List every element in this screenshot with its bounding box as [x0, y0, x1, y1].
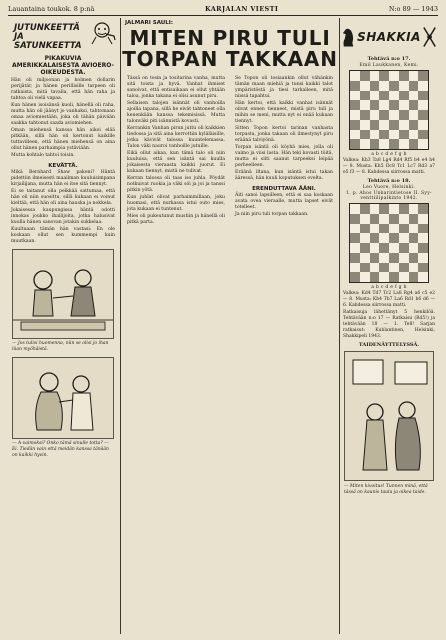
board-square — [379, 224, 389, 234]
board-square — [418, 100, 428, 110]
left-paragraph: Kun hänen isoisänsä kuoli, hänellä oli raha, mutta hän oli jäänyt jo vanhaksi, tahtomaan omaa aviomiestään, joka oli tähän päivään saakka tahtonut saada aviomiehen. — [11, 103, 115, 126]
board-square — [418, 233, 428, 243]
board-square — [360, 204, 370, 214]
board-square — [379, 120, 389, 130]
board-square — [389, 243, 399, 253]
article-paragraph: Ja niin piru tuli torpan takkaan. — [235, 212, 309, 217]
board-square — [350, 204, 360, 214]
right-column — [340, 18, 438, 634]
board-square — [418, 110, 428, 120]
board-square — [389, 214, 399, 224]
board-square — [418, 91, 428, 101]
board-square — [418, 71, 428, 81]
article-paragraph: Eikä ollut aikaa, kun tämä talo oli niin kuuluisa, että sen isäntä sai kuulla jokaisesta vieraasta kaikki juorut. Ei kukaan tiennyt, mistä ne tulivat. — [127, 151, 225, 174]
board-square — [409, 120, 419, 130]
board-square — [360, 263, 370, 273]
pipe-figure-icon — [88, 20, 118, 46]
board-square — [389, 110, 399, 120]
board-square — [418, 253, 428, 263]
board-square — [389, 100, 399, 110]
left-paragraph: Jokaisessa kaupungissa häntä odotti innokas joukko ihailijoita, jotka halusivat kuulla hänen sanovan jotakin sukkelaa. — [11, 208, 115, 225]
board-square — [389, 130, 399, 140]
board-square — [389, 272, 399, 282]
board-square — [370, 233, 380, 243]
left-article-title: PIKAKUVIA AMERIKKALAISESTA AVIOERO-OIKEUDESTA. — [12, 55, 114, 76]
board-square — [409, 81, 419, 91]
board-square — [360, 110, 370, 120]
board-1-files: a b c d e f g h — [371, 152, 407, 157]
board-square — [399, 130, 409, 140]
board-square — [418, 81, 428, 91]
board-square — [370, 204, 380, 214]
board-square — [409, 272, 419, 282]
board-square — [370, 120, 380, 130]
article-paragraph: Äiti sanoi lapsilleen, että ei saa koskaan avata ovea vieraalle, mutta lapset eivät totelleet. — [235, 193, 333, 210]
knight-icon — [340, 25, 357, 49]
board-square — [409, 263, 419, 273]
board-square — [379, 91, 389, 101]
board-2-files: a b c d e f g h — [371, 285, 407, 290]
board-square — [360, 139, 370, 149]
board-square — [399, 139, 409, 149]
cartoon-drawing-1 — [12, 249, 114, 339]
left-paragraph: Kuultuaan tämän hän vastasi: En ole koskaan ollut sen kummempi kuin muutkaan. — [11, 227, 115, 244]
board-square — [350, 110, 360, 120]
article-column-b — [232, 75, 336, 227]
board-square — [399, 272, 409, 282]
article-paragraph: Tässä on tosin ja tositarina vanha, mutta sitä toista ja hyvä. Vanhat ihmiset sanoivat, että entisaikaan ei ollut yhtään taloa, jonka takana ei olisi asunut piru. — [127, 76, 225, 99]
masthead-issue: N:o 89 — 1943 — [388, 4, 438, 13]
board-square — [360, 233, 370, 243]
board-square — [409, 243, 419, 253]
board-square — [350, 243, 360, 253]
board-square — [379, 110, 389, 120]
board-square — [370, 100, 380, 110]
board-square — [370, 139, 380, 149]
board-square — [360, 224, 370, 234]
article-paragraph: Sitten Topon kertoi tarinan vanhasta torpasta, jonka takaan oli ilmestynyt piru eräänä talviyönä. — [235, 126, 333, 143]
board-square — [418, 224, 428, 234]
board-square — [399, 263, 409, 273]
board-square — [360, 81, 370, 91]
right-cartoon-caption: — Miten kivoitus! Tunnen minä, että tässä on kaunis taulu ja oikea taide. — [344, 484, 428, 495]
board-square — [350, 120, 360, 130]
board-square — [350, 91, 360, 101]
masthead — [8, 3, 438, 16]
board-square — [360, 120, 370, 130]
article-body — [121, 75, 339, 227]
left-paragraph: Mutta kohtalo tahtoi toisin. — [11, 153, 75, 158]
board-square — [360, 214, 370, 224]
board-square — [409, 110, 419, 120]
problem-1-text: Valkea: Kh3 Ta8 Lg4 Rd4 Rf5 b4 e4 h4 — 8. Musta: Kh5 Dc8 Tc1 Lc7 Rd3 a7 e5 f3 — 8. Kahdessa siirrossa matti. — [343, 158, 435, 175]
board-square — [350, 224, 360, 234]
board-square — [350, 272, 360, 282]
board-square — [399, 204, 409, 214]
board-square — [389, 81, 399, 91]
board-square — [360, 130, 370, 140]
middle-column — [120, 18, 340, 634]
board-square — [370, 130, 380, 140]
board-square — [418, 214, 428, 224]
solutions-paragraph: Ratkaisuja lähettänyt 5 henkilöä. Tehtävään n:o 17 — Ratkaisu (Rd5!) ja tehtävään 18 — 1. Te8! Sarjan ratkaisut: Kuhlantinen, Helsinki, Shakkipeli 1943. — [343, 310, 435, 339]
board-square — [370, 110, 380, 120]
article-sub-head: ERENDUTTAVA ÄÄNI. — [252, 186, 316, 192]
board-square — [379, 100, 389, 110]
cartoon-1-caption: — Jos tulisi huomenna, niin se olisi jo ihan liian myöhäistä. — [12, 341, 109, 352]
board-square — [350, 130, 360, 140]
board-square — [379, 139, 389, 149]
board-square — [409, 224, 419, 234]
board-square — [389, 253, 399, 263]
board-square — [389, 91, 399, 101]
board-square — [399, 214, 409, 224]
cartoon-2-caption: — A-vaimoksi? Onko tämä sinulle totta? — Ei. Tiedän vain että meidän kanssa tänään on kaikki hyvin. — [12, 441, 109, 458]
board-square — [360, 243, 370, 253]
board-square — [350, 263, 360, 273]
board-square — [379, 71, 389, 81]
masthead-date: Lauantaina toukok. 8 p:nä — [8, 4, 95, 13]
board-square — [418, 130, 428, 140]
board-square — [370, 253, 380, 263]
board-square — [409, 204, 419, 214]
board-square — [399, 100, 409, 110]
board-square — [379, 81, 389, 91]
article-paragraph: Eräänä iltana, kun isäntä istui takan ääressä, hän kuuli koputuksen ovelta. — [235, 170, 333, 181]
board-square — [409, 71, 419, 81]
board-square — [360, 71, 370, 81]
board-square — [379, 130, 389, 140]
problem-2-title: Tehtävä n:o 18. — [367, 178, 411, 184]
board-square — [389, 120, 399, 130]
chess-logo-word: SHAKKIA — [357, 30, 421, 44]
board-square — [350, 81, 360, 91]
chessboard-2 — [349, 203, 429, 283]
left-paragraph: Mikä Bernhard Shaw pakeni? Häntä pidettiin ilmeisesti maailman kuuluisimpana kirjailijana, mutta hän ei itse sitä tiennyt. — [11, 170, 115, 187]
problem-1-author: Emil Laukkanen, Kemi. — [359, 63, 419, 68]
board-square — [418, 139, 428, 149]
board-square — [350, 214, 360, 224]
problem-2-author: Leo Vuore, Helsinki. — [362, 185, 416, 190]
board-square — [389, 204, 399, 214]
board-square — [379, 214, 389, 224]
board-square — [379, 233, 389, 243]
board-square — [350, 233, 360, 243]
board-square — [389, 263, 399, 273]
board-square — [370, 272, 380, 282]
board-square — [418, 120, 428, 130]
board-square — [360, 91, 370, 101]
article-byline: JALMARI SAULI: — [125, 20, 173, 26]
article-headline — [121, 28, 339, 70]
problem-1-title: Tehtävä n:o 17. — [367, 56, 411, 62]
board-square — [350, 71, 360, 81]
board-square — [370, 263, 380, 273]
board-square — [379, 253, 389, 263]
board-square — [370, 81, 380, 91]
article-paragraph: Sellaisen talojen isännät oli vanhoilla ajoilla tapana, sillä he eivät tahtoneet olla kenenkään kanssa tekemisissä. Mutta talonväki piti isännistä kovasti. — [127, 101, 225, 124]
board-square — [379, 263, 389, 273]
cartoon-title: TAIDENÄYTTELYSSÄ. — [358, 342, 420, 348]
board-square — [409, 214, 419, 224]
board-square — [360, 253, 370, 263]
article-paragraph: Hän kertoi, että kaikki vanhat isännät olivat ennen tienneet, mistä piru tuli ja mihin se meni, mutta nyt ei enää kukaan tiennyt. — [235, 101, 333, 124]
article-paragraph: Mies oli pukeutunut mustiin ja hänellä oli pitkä parta. — [127, 214, 225, 225]
board-square — [370, 243, 380, 253]
left-paragraph: Ei se taitanut olla pelkkää sattumaa, että hän oli niin suosittu, sillä kukaan ei voinut kieltää, että hän oli aina hauska ja nokkela. — [11, 189, 115, 206]
left-paragraph: Oman miehensä kanssa hän aikoi elää pitkään, sillä hän oli kertonut kaikille tuttavilleen, että hänen miehensä on aina ollut hänen parhaimpia ystäviään. — [11, 128, 115, 151]
board-square — [370, 224, 380, 234]
board-square — [409, 100, 419, 110]
crossed-pieces-icon — [421, 25, 438, 49]
masthead-title: KARJALAN VIESTI — [204, 4, 279, 13]
board-square — [409, 139, 419, 149]
board-square — [360, 272, 370, 282]
board-square — [399, 71, 409, 81]
article-paragraph: Kerrankin Vanhan pirun juttu oli kaikkien tiedossa ja sitä aina kerrottiin kyläläisille, jotka kävivät talossa kuuntelemassa. Talon väki nauroi vanhoille jutuille. — [127, 126, 225, 149]
board-square — [418, 272, 428, 282]
left-paragraph: Hän oli miljoonan ja kolmen dollarin perijätär, ja hänen perillisille tarpeen oli ratkaista, mitä tavalla, että hän raha ja tahtoa oli vielä vapaa. — [11, 78, 115, 101]
chessboard-1 — [349, 70, 429, 150]
board-square — [418, 263, 428, 273]
board-square — [399, 81, 409, 91]
board-square — [350, 100, 360, 110]
section-title-2: JA SATUNKEETTA — [14, 32, 82, 51]
left-sub-head: KEVÄTTÄ. — [48, 163, 78, 169]
board-square — [379, 243, 389, 253]
art-exhibition-cartoon — [344, 351, 434, 481]
article-column-a — [124, 75, 228, 227]
board-square — [360, 100, 370, 110]
board-square — [399, 91, 409, 101]
left-column — [8, 18, 118, 634]
problem-2-note: 1. p. Ahos Unkarintietose II. Syy-venttiilipalkinto 1942. — [346, 191, 432, 201]
board-square — [389, 233, 399, 243]
board-square — [409, 233, 419, 243]
section-title-1: JUTUNKEETTÄ — [14, 23, 80, 33]
board-square — [418, 243, 428, 253]
problem-2-text: Valkea: Kd4 Td7 Tc2 La8 Rg4 a6 c5 e2 — 8. Musta: Kb4 Tb7 La6 Rd1 b6 d6 — 6. Kahdessa siirrossa matti. — [343, 291, 435, 308]
board-square — [389, 139, 399, 149]
cartoon-drawing-2 — [12, 357, 114, 439]
board-square — [350, 139, 360, 149]
article-paragraph: Kun juhlat olivat parhaimmillaan, joku huomasi, että nurkassa istui outo mies, jota kukaan ei tuntenut. — [127, 195, 225, 212]
board-square — [370, 71, 380, 81]
board-square — [409, 91, 419, 101]
board-square — [350, 253, 360, 263]
board-square — [399, 224, 409, 234]
chess-logo — [340, 20, 438, 54]
board-square — [399, 110, 409, 120]
article-paragraph: Se Topon oli tosiaankin ollut vähänkin tämän maan miehiä ja tunsi kaikki talot ympäristöstä ja tiesi tarkalleen, mitä niissä tapahtui. — [235, 76, 333, 99]
board-square — [409, 130, 419, 140]
board-square — [389, 224, 399, 234]
board-square — [399, 233, 409, 243]
board-square — [409, 253, 419, 263]
article-paragraph: Torpan isäntä oli köyhä mies, jolla oli vaimo ja viisi lasta. Hän teki kovasti töitä, mutta ei silti saanut tarpeeksi leipää perheelleen. — [235, 145, 333, 168]
board-square — [418, 204, 428, 214]
board-square — [379, 204, 389, 214]
board-square — [379, 272, 389, 282]
headline-line-1: MITEN PIRU TULI — [129, 26, 331, 50]
board-square — [399, 243, 409, 253]
headline-line-2: TORPAN TAKKAAN — [122, 47, 338, 71]
board-square — [370, 91, 380, 101]
board-square — [389, 71, 399, 81]
board-square — [399, 120, 409, 130]
article-paragraph: Kerran talossa oli taas iso juhla. Pöydät notkuivat ruokia ja väki söi ja joi ja tanssi pitkin yötä. — [127, 176, 225, 193]
board-square — [370, 214, 380, 224]
board-square — [399, 253, 409, 263]
